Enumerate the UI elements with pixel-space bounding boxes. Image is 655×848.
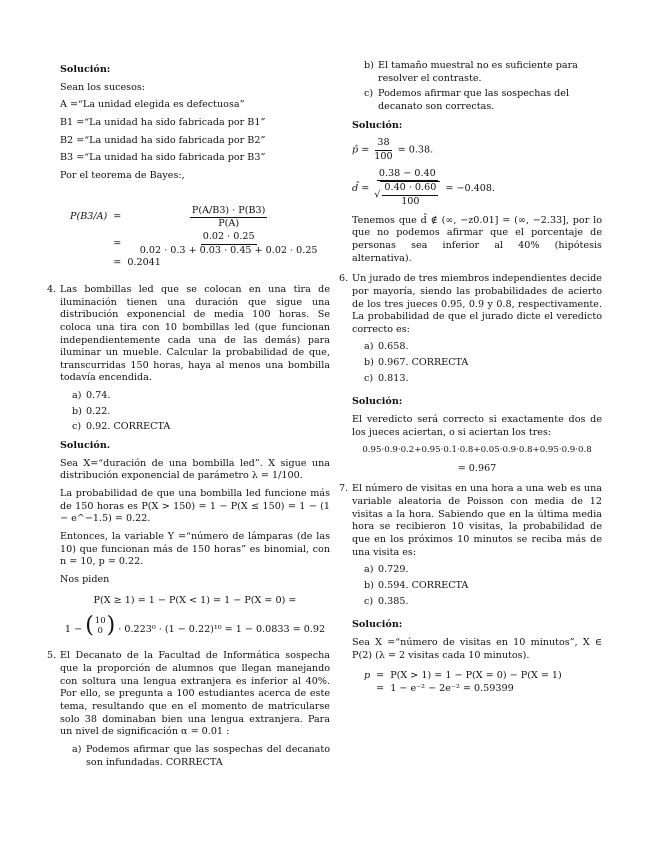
dhat-fraction: 0.38 − 0.40 √ $\frac{0.40 \cdot 0.60}{100}$ [372,168,442,209]
question-4-number: 4. [47,283,57,295]
option-5c[interactable]: c) Podemos afirmar que las sospechas del decanato son correctas. [364,88,570,112]
question-6-options [364,341,602,385]
bayes-lhs: P(B3/A) [70,211,108,223]
option-4b[interactable]: b) 0.22. [72,405,111,417]
option-4c[interactable]: c) 0.92. CORRECTA [72,421,171,433]
event-a: A =“La unidad elegida es defectuosa” [60,99,245,111]
solution-3-intro: Sean los sucesos: [60,81,146,93]
question-7-text: El número de visitas en una hora a una web es una variable aleatoria de Poisson con media de 12 visitas a la hora. Sabiendo que en la última media hora se recibieron 10 visitas, la probabilidad de que en los próximos 10 minutos se reciba más de una visita es: [352,483,602,558]
question-5-text: El Decanato de la Facultad de Informática sospecha que la proporción de alumnos que llegan manejando con soltura una lengua extranjera es inferior al 40%. Por ello, se pregunta a 100 estudiantes acerca de este tema, resultando que en el momento de matricularse solo 38 dominaban bien una lengua extranjera. Para un nivel de significación α = 0.01 : [60,650,330,738]
sqrt-icon: √ [374,189,381,201]
bayes-fraction-2 [127,231,330,257]
option-6c[interactable]: c) 0.813. [364,372,409,384]
solution-4-eq2: 1 − ( 10 0 ) · 0.223⁰ · (1 − 0.22)¹⁰ = 1 − 0.0833 = 0.92 [64,613,326,639]
bayes-eq-sign-2: = [113,237,122,249]
solution-3-heading: Solución: [60,64,111,75]
solution-6-eq2: = 0.967 [457,462,497,474]
right-column [339,60,602,702]
phat-equation: p̂ = $\frac{38}{100}$ = 0.38. [352,137,434,162]
question-7 [339,483,602,614]
solution-4-p2: La probabilidad de que una bombilla led funcione más de 150 horas es P(X > 150) = 1 − P(X ≤ 150) = 1 − (1 − e^−1.5) = 0.22. [60,488,330,525]
bayes-fraction-1 [127,205,330,231]
option-7c[interactable]: c) 0.385. [364,595,409,607]
option-7b[interactable]: b) 0.594. CORRECTA [364,580,469,591]
bayes-fraction-2-num: 0.02 · 0.25 [201,231,257,245]
bayes-fraction-2-den: 0.02 · 0.3 + 0.03 · 0.45 + 0.02 · 0.25 [139,244,318,256]
option-6a[interactable]: a) 0.658. [364,341,409,353]
solution-4-heading: Solución. [60,440,111,452]
solution-6-eq1: 0.95·0.9·0.2+0.95·0.1·0.8+0.05·0.9·0.8+0.95·0.9·0.8 [362,445,592,456]
solution-4-p4: Nos piden [60,574,110,585]
bayes-fraction-1-den: P(A) [218,218,240,230]
bayes-fraction-1-num: P(A/B3) · P(B3) [190,205,268,219]
event-b3: B3 =“La unidad ha sido fabricada por B3” [60,152,266,164]
solution-7-equation: p = P(X > 1) = 1 − P(X = 0) − P(X = 1) = 1 − e⁻² − 2e⁻² = 0.59399 [364,670,562,694]
left-column [47,60,330,780]
question-6 [339,273,602,391]
question-4 [47,283,330,645]
question-5-options-right [364,60,602,114]
bayes-line: Por el teorema de Bayes:, [60,169,185,181]
bayes-result: 0.2041 [127,257,161,269]
dhat-equation: d̂ = 0.38 − 0.40 √ $\frac{0.40 \cdot 0.60}{100}$ = −0.408. [352,167,496,207]
question-6-text: Un jurado de tres miembros independientes decide por mayoría, siendo las probabilidades de acierto de los tres jueces 0.95, 0.9 y 0.8, respectivamente. La probabilidad de que el jurado dicte el veredicto correcto es: [352,273,602,335]
phat-fraction: $\frac{38}{100}$ [374,137,393,162]
event-b1: B1 =“La unidad ha sido fabricada por B1” [60,116,266,128]
option-6b[interactable]: b) 0.967. CORRECTA [364,357,469,369]
solution-7-heading: Solución: [352,619,403,631]
question-4-text: Las bombillas led que se colocan en una tira de iluminación tienen una duración que sigue una distribución exponencial de media 100 horas. Se coloca una tira con 10 bombillas led (que funcionan independientemente cada una de las demás) para iluminar un mueble. Calcular la probabilidad de que, transcurridas 150 horas, haya al menos una bombilla todavía encendida. [60,283,330,384]
question-5-number: 5. [47,650,57,662]
solution-4-p1: Sea X=“duración de una bombilla led”. X sigue una distribución exponencial de parámetro λ = 1/100. [60,457,330,482]
binomial-coefficient: ( 10 0 ) [85,613,116,639]
solution-5-conclusion: Tenemos que d̂ ∉ (∞, −z0.01] = (∞, −2.33], por lo que no podemos afirmar que el porcentaje de personas sea inferior al 40% (hipótesis alternativa). [352,214,602,264]
solution-5-heading: Solución: [352,119,403,131]
bayes-equation [70,205,330,270]
solution-6-text: El veredicto será correcto si exactamente dos de los jueces aciertan, o si aciertan los tres: [352,414,602,438]
solution-6-heading: Solución: [352,396,403,408]
solution-4-p3: Entonces, la variable Y =“número de lámparas (de las 10) que funcionan más de 150 horas” es binomial, con n = 10, p = 0.22. [60,531,330,568]
solution-7-text: Sea X =“número de visitas en 10 minutos”, X ∈ P(2) (λ = 2 visitas cada 10 minutos). [352,636,602,661]
option-4a[interactable]: a) 0.74. [72,390,111,402]
question-5 [47,650,330,775]
question-6-number: 6. [339,273,349,285]
event-b2: B2 =“La unidad ha sido fabricada por B2” [60,134,266,146]
solution-4-eq1: P(X ≥ 1) = 1 − P(X < 1) = 1 − P(X = 0) = [93,594,297,606]
bayes-eq-sign: = [113,211,122,223]
option-5b[interactable]: b) El tamaño muestral no es suficiente para resolver el contraste. [364,60,578,84]
question-7-options [364,564,602,608]
question-5-options-left [72,744,330,769]
question-4-options [72,390,330,434]
option-7a[interactable]: a) 0.729. [364,564,409,576]
option-5a[interactable]: a) Podemos afirmar que las sospechas del decanato son infundadas. CORRECTA [72,743,330,768]
bayes-eq-sign-3: = [113,257,122,269]
question-7-number: 7. [339,483,349,495]
